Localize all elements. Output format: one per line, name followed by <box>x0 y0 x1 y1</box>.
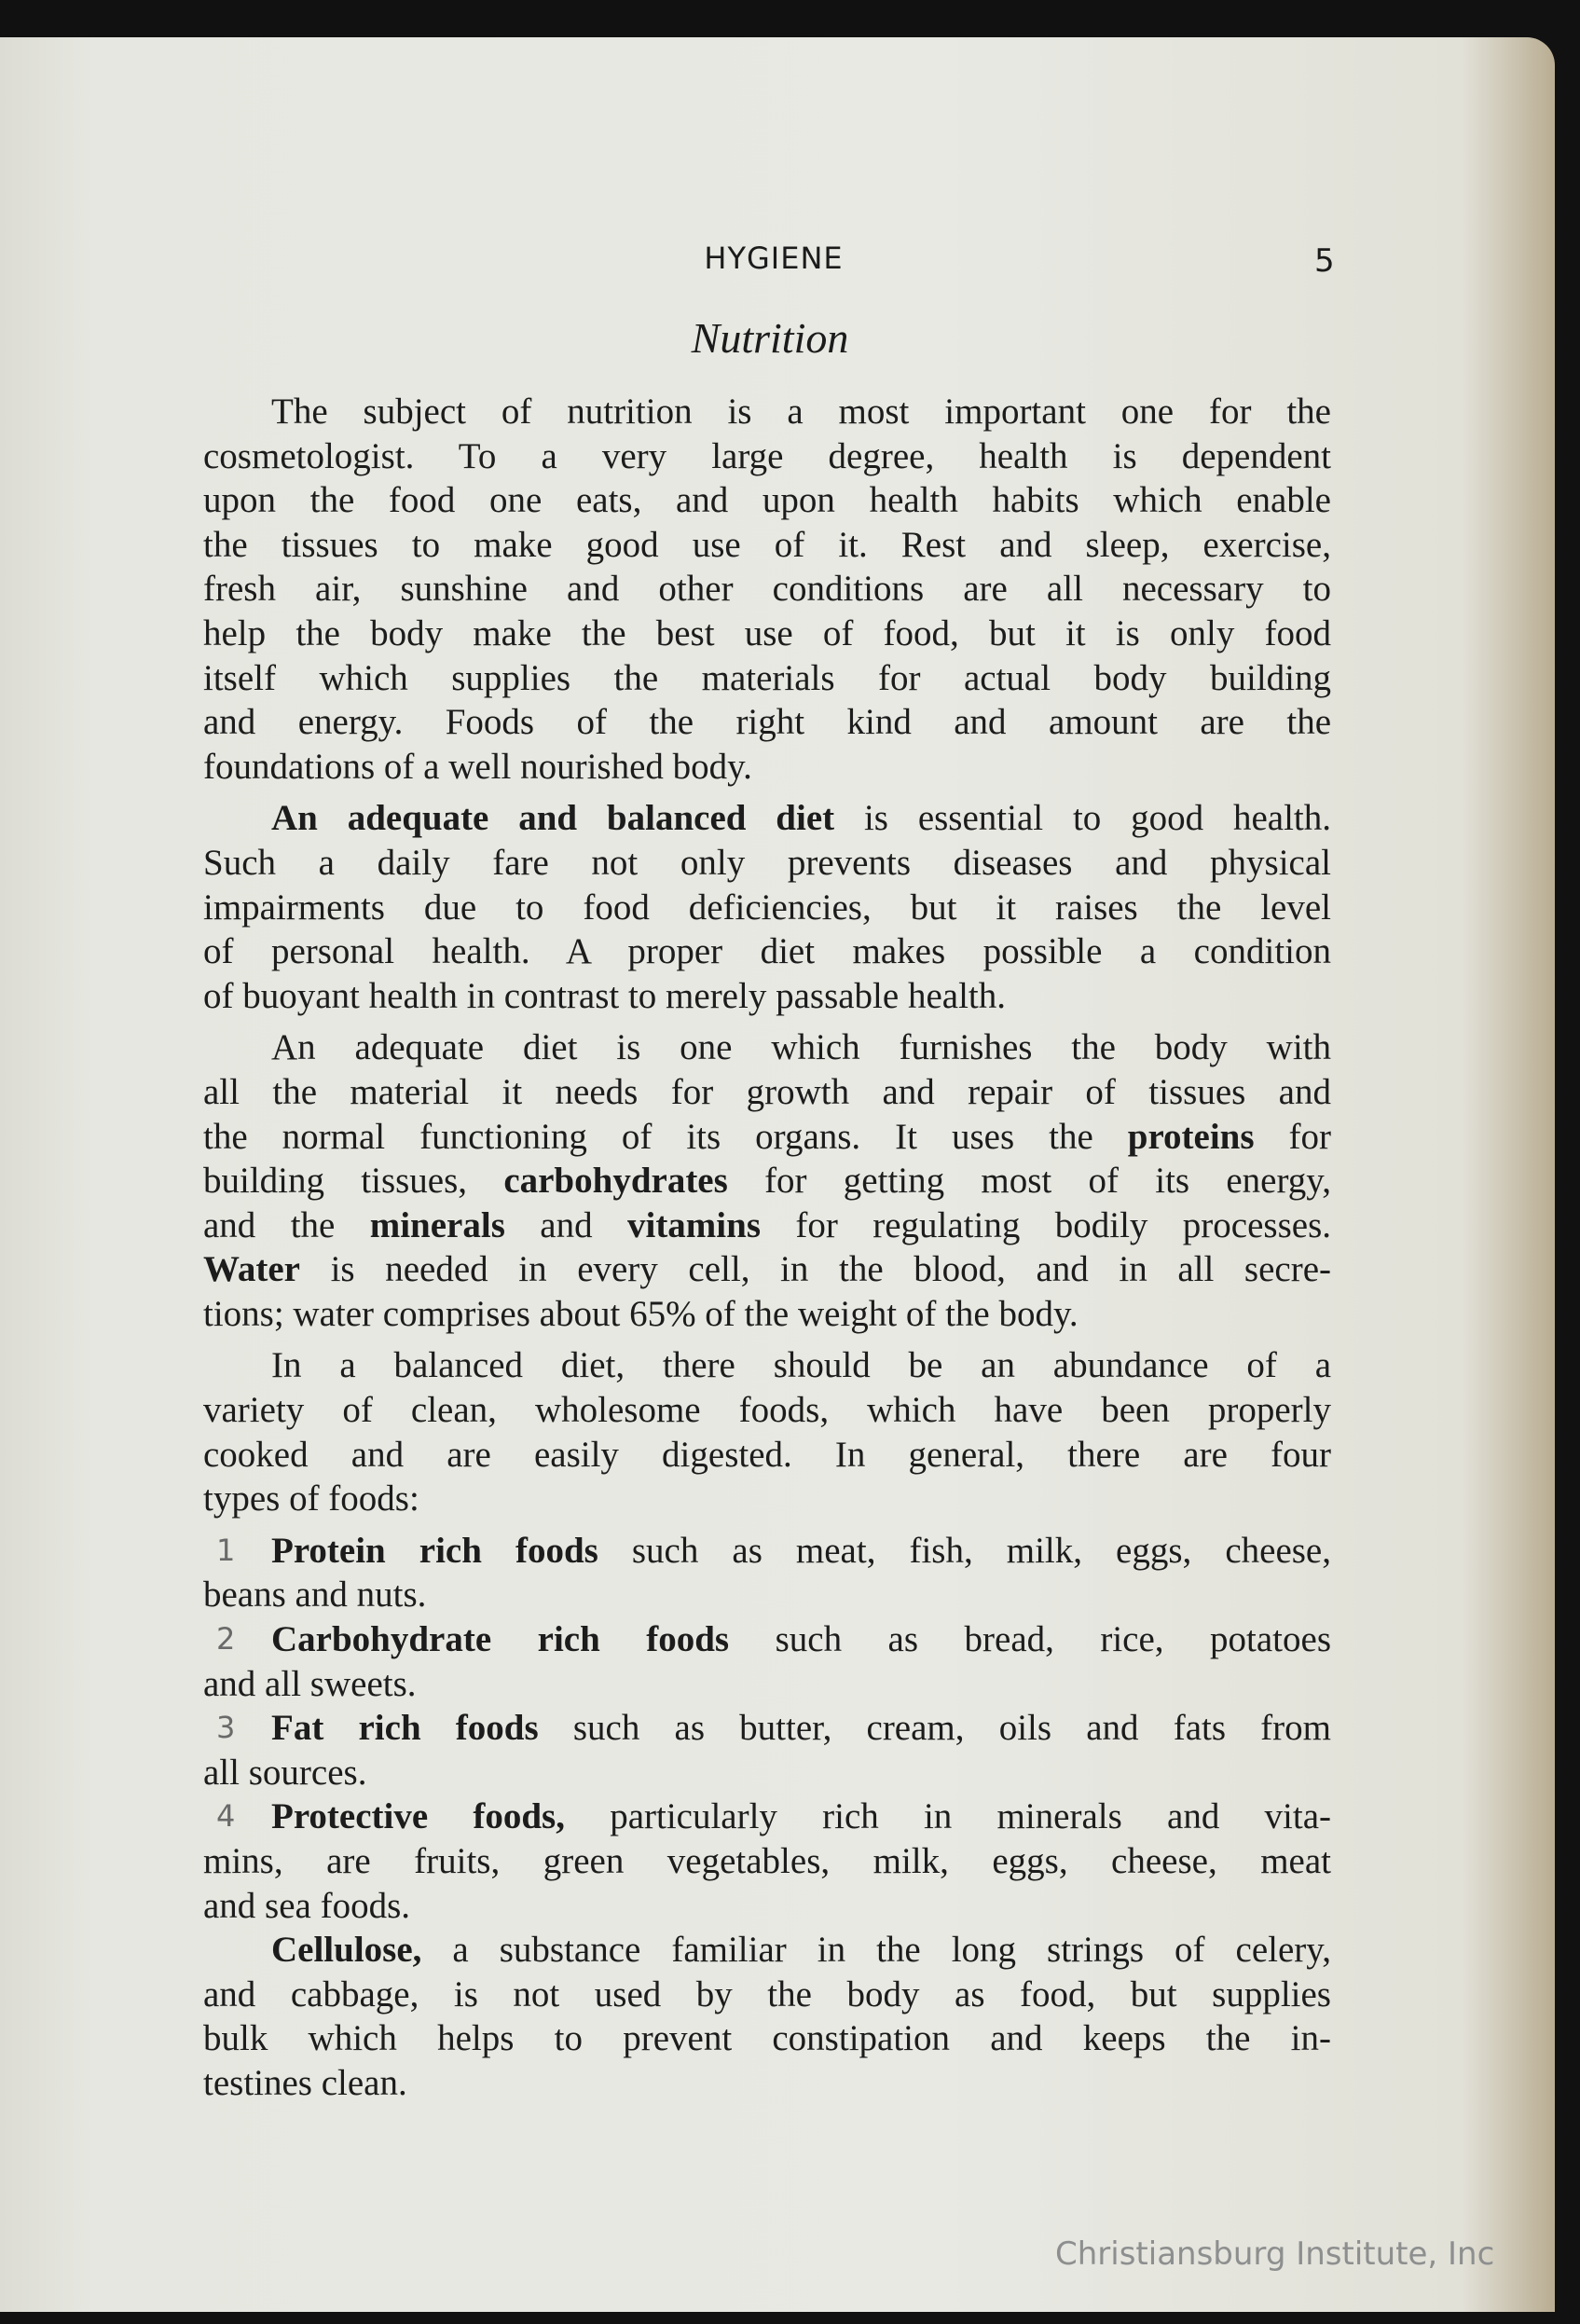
line-text <box>203 567 1331 612</box>
handwritten-number: 4 <box>216 1798 236 1835</box>
bold-term: Carbohydrate rich foods <box>271 1619 730 1660</box>
bold-term: vitamins <box>626 1204 761 1245</box>
paragraph <box>203 390 1331 789</box>
line-text <box>203 1159 1331 1203</box>
paragraph <box>203 1343 1331 1520</box>
text-line <box>203 523 1331 568</box>
text-line <box>203 1292 1331 1337</box>
text-run: and all sweets. <box>203 1663 417 1704</box>
line-text <box>271 1928 1331 1973</box>
text-run: types of foods: <box>203 1478 419 1520</box>
section-title: Nutrition <box>691 314 849 362</box>
body-text <box>203 390 1331 2113</box>
handwritten-number: 1 <box>216 1532 236 1568</box>
text-line <box>203 1884 1331 1929</box>
text-line <box>203 745 1331 790</box>
text-line <box>203 2061 1331 2106</box>
line-text <box>203 929 1331 974</box>
line-text <box>203 1839 1331 1884</box>
line-text <box>203 886 1331 930</box>
text-run: Such a daily fare not only prevents diseases and physical <box>203 842 1331 883</box>
line-text <box>203 1573 1331 1617</box>
text-line <box>203 1159 1331 1203</box>
text-run: and cabbage, is not used by the body as food, but supplies <box>203 1973 1331 2015</box>
line-text <box>203 1884 1331 1929</box>
line-text <box>203 1477 1331 1521</box>
line-text <box>203 434 1331 479</box>
text-run: such as bread, rice, potatoes <box>729 1619 1331 1660</box>
line-text <box>203 478 1331 523</box>
text-line <box>203 1070 1331 1115</box>
text-line <box>203 974 1331 1019</box>
text-run: building tissues, <box>203 1161 504 1202</box>
text-run: cooked and are easily digested. In general, there are four <box>203 1434 1331 1475</box>
text-run: for getting most of its energy, <box>727 1161 1331 1202</box>
text-run: The subject of nutrition is a most important one for the <box>271 392 1331 432</box>
line-text <box>271 1025 1331 1070</box>
text-line <box>203 1025 1331 1070</box>
text-line <box>203 1706 1331 1751</box>
text-run: the tissues to make good use of it. Rest and sleep, exercise, <box>203 524 1331 565</box>
running-head: HYGIENE <box>704 241 844 276</box>
text-line <box>203 478 1331 523</box>
text-line <box>203 1115 1331 1160</box>
text-run: help the body make the best use of food, but it is only food <box>203 612 1331 653</box>
paragraph <box>203 796 1331 1018</box>
text-line <box>203 929 1331 974</box>
text-run: foundations of a well nourished body. <box>203 746 752 787</box>
line-text <box>203 2061 1331 2106</box>
text-line <box>203 1751 1331 1795</box>
line-text <box>271 1529 1331 1574</box>
handwritten-number: 3 <box>216 1710 236 1746</box>
line-text <box>203 1203 1331 1248</box>
text-line <box>203 2016 1331 2061</box>
text-line <box>203 656 1331 701</box>
line-text <box>203 745 1331 790</box>
text-line <box>203 390 1331 434</box>
line-text <box>203 1247 1331 1292</box>
handwritten-number: 2 <box>216 1621 236 1657</box>
bold-term: Water <box>203 1249 300 1290</box>
line-text <box>203 1115 1331 1160</box>
text-line <box>203 1795 1331 1839</box>
text-run: such as butter, cream, oils and fats from <box>538 1708 1331 1749</box>
line-text <box>203 1662 1331 1707</box>
text-run: and the <box>203 1204 370 1245</box>
paragraph <box>203 1617 1331 1706</box>
text-run: is needed in every cell, in the blood, and in all secre- <box>299 1249 1331 1290</box>
line-text <box>271 1617 1331 1662</box>
text-run: upon the food one eats, and upon health habits which enable <box>203 480 1331 521</box>
text-run: the normal functioning of its organs. It uses the <box>203 1116 1128 1157</box>
text-run: impairments due to food deficiencies, but it raises the level <box>203 887 1331 928</box>
paragraph <box>203 1795 1331 1928</box>
text-run: and sea foods. <box>203 1885 411 1926</box>
text-line <box>203 1388 1331 1433</box>
line-text <box>271 1795 1331 1839</box>
line-text <box>271 1706 1331 1751</box>
text-line <box>203 886 1331 930</box>
line-text <box>203 1388 1331 1433</box>
line-text <box>271 1343 1331 1388</box>
line-text <box>203 700 1331 745</box>
text-line <box>203 1529 1331 1574</box>
paragraph <box>203 1529 1331 1617</box>
line-text <box>203 1973 1331 2017</box>
text-line <box>203 1928 1331 1973</box>
bold-term: Cellulose, <box>271 1930 422 1971</box>
text-line <box>203 1573 1331 1617</box>
text-run: and <box>504 1204 627 1245</box>
line-text <box>203 1751 1331 1795</box>
text-line <box>203 1477 1331 1521</box>
bold-term: Fat rich foods <box>271 1708 539 1749</box>
bold-term: Protein rich foods <box>271 1530 598 1571</box>
text-line <box>203 1973 1331 2017</box>
text-run: and energy. Foods of the right kind and amount are the <box>203 702 1331 743</box>
text-line <box>203 1433 1331 1478</box>
text-run: An adequate diet is one which furnishes the body with <box>271 1027 1331 1068</box>
text-run: for <box>1254 1116 1332 1157</box>
book-page <box>0 37 1555 2312</box>
text-line <box>203 1203 1331 1248</box>
line-text <box>203 523 1331 568</box>
line-text <box>203 974 1331 1019</box>
text-run: a substance familiar in the long strings of celery, <box>421 1930 1331 1971</box>
text-line <box>203 1617 1331 1662</box>
text-line <box>203 1839 1331 1884</box>
text-run: variety of clean, wholesome foods, which have been properly <box>203 1390 1331 1431</box>
paragraph <box>203 1928 1331 2105</box>
text-line <box>203 1662 1331 1707</box>
line-text <box>203 612 1331 656</box>
line-text <box>203 841 1331 886</box>
line-text <box>203 1292 1331 1337</box>
text-line <box>203 612 1331 656</box>
text-run: In a balanced diet, there should be an abundance of a <box>271 1345 1331 1386</box>
line-text <box>203 1433 1331 1478</box>
bold-term: minerals <box>369 1204 505 1245</box>
watermark: Christiansburg Institute, Inc <box>1055 2235 1495 2273</box>
text-run: beans and nuts. <box>203 1575 427 1616</box>
text-run: mins, are fruits, green vegetables, milk, eggs, cheese, meat <box>203 1841 1331 1881</box>
text-run: testines clean. <box>203 2062 407 2103</box>
text-run: tions; water comprises about 65% of the weight of the body. <box>203 1293 1079 1334</box>
line-text <box>271 796 1331 841</box>
text-run: fresh air, sunshine and other conditions are all necessary to <box>203 569 1331 610</box>
line-text <box>203 1070 1331 1115</box>
text-line <box>203 841 1331 886</box>
text-line <box>203 796 1331 841</box>
line-text <box>271 390 1331 434</box>
paragraph <box>203 1025 1331 1336</box>
text-line <box>203 700 1331 745</box>
text-run: particularly rich in minerals and vita- <box>564 1796 1331 1837</box>
text-run: all sources. <box>203 1752 367 1793</box>
paragraph <box>203 1706 1331 1795</box>
bold-term: carbohydrates <box>503 1161 728 1202</box>
text-run: cosmetologist. To a very large degree, health is dependent <box>203 435 1331 476</box>
text-line <box>203 434 1331 479</box>
bold-term: Protective foods, <box>271 1796 565 1837</box>
text-run: of buoyant health in contrast to merely passable health. <box>203 975 1006 1016</box>
text-run: such as meat, fish, milk, eggs, cheese, <box>598 1530 1331 1571</box>
page-number: 5 <box>1314 242 1335 280</box>
line-text <box>203 656 1331 701</box>
text-run: for regulating bodily processes. <box>761 1204 1331 1245</box>
text-run: all the material it needs for growth and repair of tissues and <box>203 1071 1331 1112</box>
text-run: is essential to good health. <box>834 798 1331 839</box>
text-line <box>203 567 1331 612</box>
text-line <box>203 1343 1331 1388</box>
line-text <box>203 2016 1331 2061</box>
text-run: bulk which helps to prevent constipation and keeps the in- <box>203 2018 1331 2059</box>
bold-term: An adequate and balanced diet <box>271 798 835 839</box>
text-line <box>203 1247 1331 1292</box>
text-run: of personal health. A proper diet makes possible a condition <box>203 931 1331 972</box>
text-run: itself which supplies the materials for actual body building <box>203 657 1331 698</box>
bold-term: proteins <box>1127 1116 1255 1157</box>
